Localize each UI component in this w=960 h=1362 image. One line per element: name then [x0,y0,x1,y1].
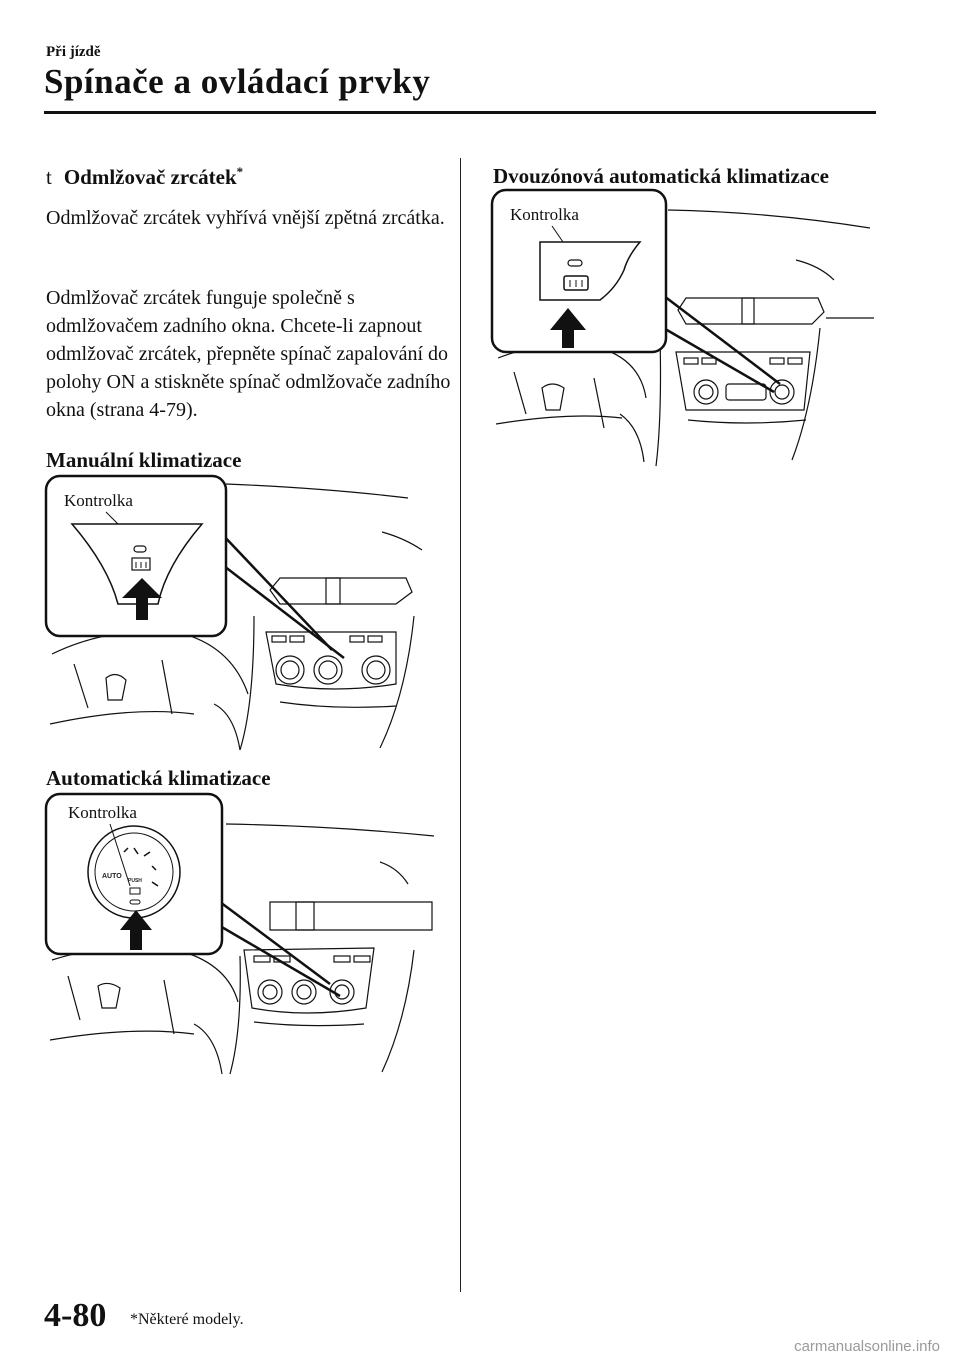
paragraph-instructions: Odmlžovač zrcátek funguje společně s odmlžovačem zadního okna. Chcete-li zapnout odmlžovač zrcátek, přepněte spínač zapalování do polohy ON a stiskněte spínač odmlžovače zadního okna (strana 4-79). [46,287,451,421]
some-models-marker: * [236,164,244,179]
dashboard-manual-illustration [44,474,456,754]
column-divider [460,158,461,1292]
heading-bullet: t [46,165,52,189]
figure-manual-climate [44,474,456,754]
caption-dual-zone-climate: Dvouzónová automatická klimatizace [493,164,829,188]
caption-auto-climate: Automatická klimatizace [46,766,271,790]
kontrolka-label: Kontrolka [68,803,137,822]
push-label: PUSH [128,878,142,884]
item-title: Odmlžovač zrcátek [63,165,237,189]
page-number: 4-80 [44,1297,107,1334]
page-title: Spínače a ovládací prvky [44,62,431,101]
paragraph-description: Odmlžovač zrcátek vyhřívá vnější zpětná zrcátka. [46,207,445,229]
watermark: carmanualsonline.info [794,1338,940,1355]
figure-dual-zone-climate [490,188,882,470]
title-rule [44,111,876,114]
item-heading [46,164,243,190]
footnote: *Některé modely. [130,1311,244,1328]
figure-auto-climate [44,790,456,1076]
dashboard-dual-zone-illustration [490,188,882,470]
auto-label: AUTO [102,873,122,880]
kontrolka-label: Kontrolka [510,205,579,224]
caption-manual-climate: Manuální klimatizace [46,448,242,472]
section-label: Při jízdě [46,44,101,60]
dashboard-auto-illustration [44,790,456,1076]
kontrolka-label: Kontrolka [64,491,133,510]
